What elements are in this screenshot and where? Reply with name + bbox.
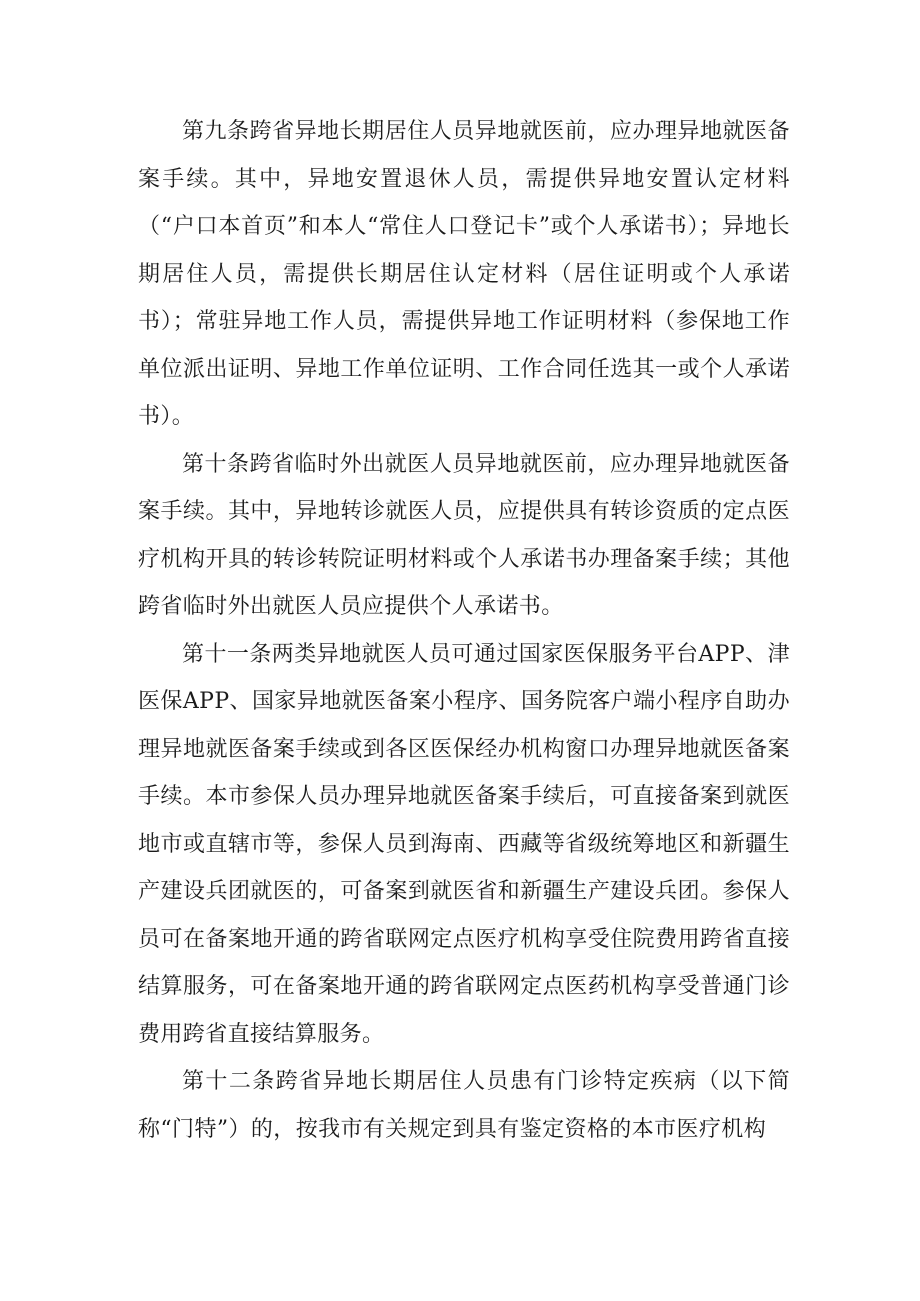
- document-body: [138, 108, 790, 1153]
- article-12-paragraph: 第十二条跨省异地长期居住人员患有门诊特定疾病（以下简称“门特”）的，按我市有关规定到具有鉴定资格的本市医疗机构: [138, 1069, 790, 1142]
- article-9-paragraph: 第九条跨省异地长期居住人员异地就医前，应办理异地就医备案手续。其中，异地安置退休人员，需提供异地安置认定材料（“户口本首页”和本人“常住人口登记卡”或个人承诺书）；异地长期居住人员，需提供长期居住认定材料（居住证明或个人承诺书）；常驻异地工作人员，需提供异地工作证明材料（参保地工作单位派出证明、异地工作单位证明、工作合同任选其一或个人承诺书）。: [138, 119, 790, 429]
- article-10-paragraph: 第十条跨省临时外出就医人员异地就医前，应办理异地就医备案手续。其中，异地转诊就医人员，应提供具有转诊资质的定点医疗机构开具的转诊转院证明材料或个人承诺书办理备案手续；其他跨省临时外出就医人员应提供个人承诺书。: [138, 451, 790, 619]
- article-11-paragraph: 第十一条两类异地就医人员可通过国家医保服务平台APP、津医保APP、国家异地就医备案小程序、国务院客户端小程序自助办理异地就医备案手续或到各区医保经办机构窗口办理异地就医备案手续。本市参保人员办理异地就医备案手续后，可直接备案到就医地市或直辖市等，参保人员到海南、西藏等省级统筹地区和新疆生产建设兵团就医的，可备案到就医省和新疆生产建设兵团。参保人员可在备案地开通的跨省联网定点医疗机构享受住院费用跨省直接结算服务，可在备案地开通的跨省联网定点医药机构享受普通门诊费用跨省直接结算服务。: [138, 641, 790, 1047]
